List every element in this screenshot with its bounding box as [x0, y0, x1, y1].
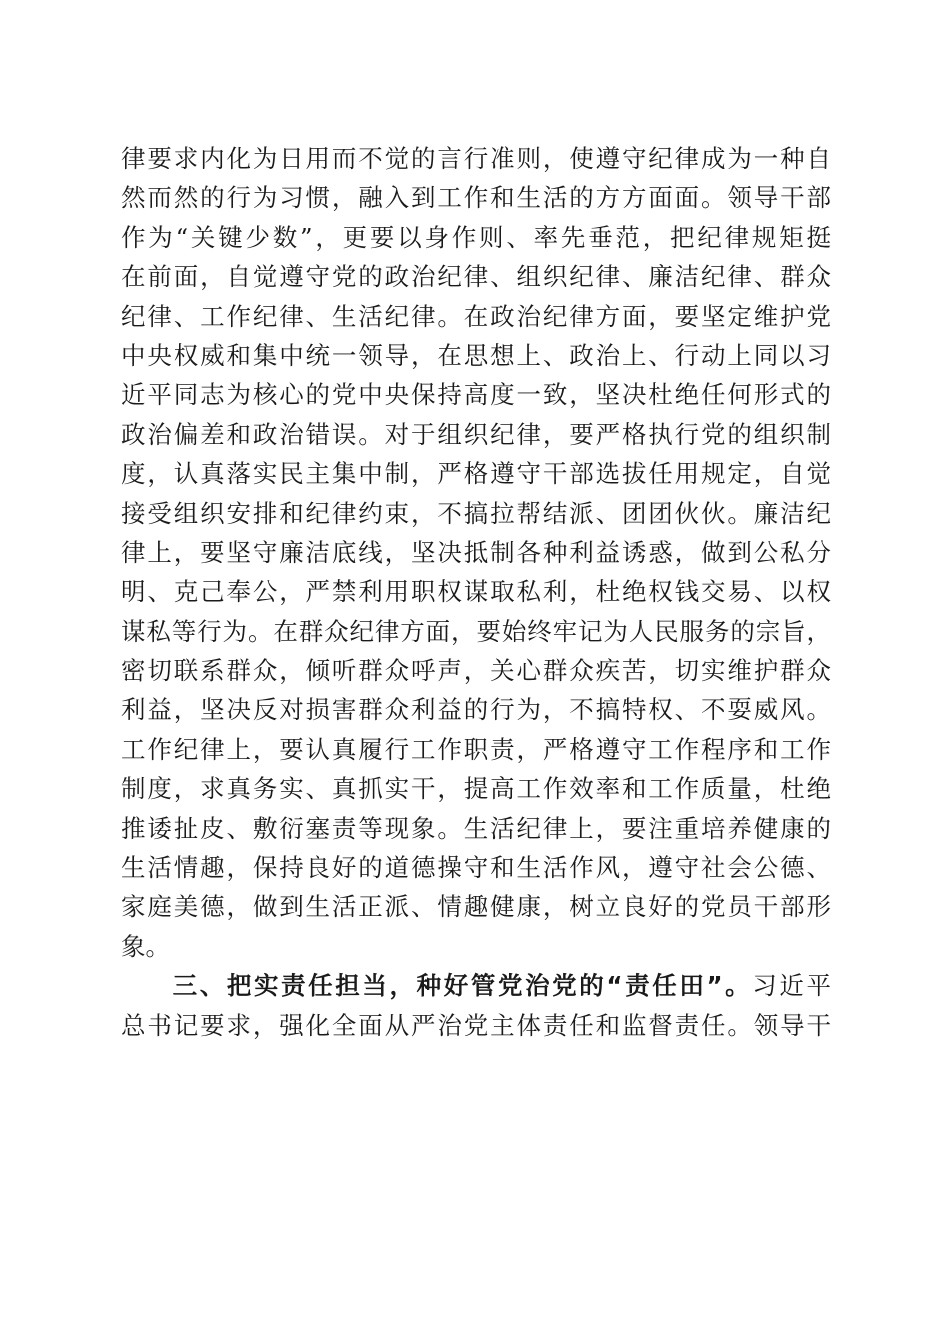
- paragraph-line: 谋私等行为。在群众纪律方面，要始终牢记为人民服务的宗旨，: [121, 616, 831, 646]
- section-heading: 三、把实责任担当，种好管党治党的“责任田”。: [170, 971, 753, 1001]
- paragraph-text: 习近平: [752, 971, 832, 1001]
- paragraph-line: 在前面，自觉遵守党的政治纪律、组织纪律、廉洁纪律、群众: [121, 262, 831, 292]
- paragraph-line: 律上，要坚守廉洁底线，坚决抵制各种利益诱惑，做到公私分: [121, 537, 831, 567]
- paragraph-line: 利益，坚决反对损害群众利益的行为，不搞特权、不耍威风。: [121, 695, 831, 725]
- paragraph-line: 接受组织安排和纪律约束，不搞拉帮结派、团团伙伙。廉洁纪: [121, 498, 831, 528]
- paragraph-line: 纪律、工作纪律、生活纪律。在政治纪律方面，要坚定维护党: [121, 301, 831, 331]
- paragraph-line: 工作纪律上，要认真履行工作职责，严格遵守工作程序和工作: [121, 734, 831, 764]
- section-heading-line: [121, 966, 831, 1005]
- paragraph-line: 制度，求真务实、真抓实干，提高工作效率和工作质量，杜绝: [121, 774, 831, 804]
- paragraph-line: 生活情趣，保持良好的道德操守和生活作风，遵守社会公德、: [121, 853, 831, 883]
- paragraph-line: 总书记要求，强化全面从严治党主体责任和监督责任。领导干: [121, 1010, 831, 1040]
- paragraph-line: 律要求内化为日用而不觉的言行准则，使遵守纪律成为一种自: [121, 144, 831, 173]
- paragraph-line: 然而然的行为习惯，融入到工作和生活的方方面面。领导干部: [121, 183, 831, 213]
- paragraph-line: 作为“关键少数”，更要以身作则、率先垂范，把纪律规矩挺: [121, 222, 831, 252]
- paragraph-line: 推诿扯皮、敷衍塞责等现象。生活纪律上，要注重培养健康的: [121, 813, 831, 843]
- body-text: [121, 139, 831, 1045]
- paragraph-line: 度，认真落实民主集中制，严格遵守干部选拔任用规定，自觉: [121, 459, 831, 489]
- paragraph-line: 家庭美德，做到生活正派、情趣健康，树立良好的党员干部形: [121, 892, 831, 922]
- paragraph-line: 近平同志为核心的党中央保持高度一致，坚决杜绝任何形式的: [121, 380, 831, 410]
- paragraph-line: 政治偏差和政治错误。对于组织纪律，要严格执行党的组织制: [121, 419, 831, 449]
- paragraph-line: 密切联系群众，倾听群众呼声，关心群众疾苦，切实维护群众: [121, 656, 831, 686]
- paragraph-line: 明、克己奉公，严禁利用职权谋取私利，杜绝权钱交易、以权: [121, 577, 831, 607]
- paragraph-line: 中央权威和集中统一领导，在思想上、政治上、行动上同以习: [121, 340, 831, 370]
- paragraph-line: 象。: [121, 931, 170, 961]
